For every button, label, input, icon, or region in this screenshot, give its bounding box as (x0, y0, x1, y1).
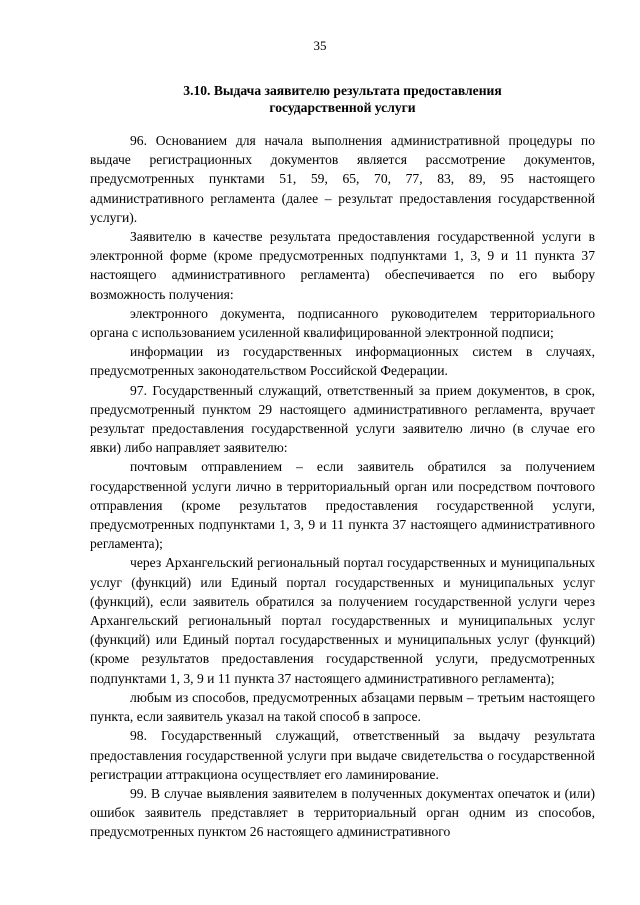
paragraph: почтовым отправлением – если заявитель обратился за получением государственной услуги лично в территориальный орган или посредством почтового отправления (кроме результатов предоставления государственной услуги, предусмотренных подпунктами 1, 3, 9 и 11 пункта 37 настоящего административного регламента); (90, 459, 595, 552)
paragraph: электронного документа, подписанного руководителем территориального органа с использованием усиленной квалифицированной электронной подписи; (90, 305, 595, 341)
paragraph: через Архангельский региональный портал государственных и муниципальных услуг (функций) или Единый портал государственных и муниципальных услуг (функций), если заявитель обратился за получением государственной услуги через Архангельский региональный портал государственных и муниципальных услуг (функций) или Единый портал государственных и муниципальных услуг (функций) (кроме результатов предоставления государственной услуги, предусмотренных подпунктами 1, 3, 9 и 11 пункта 37 настоящего административного регламента); (90, 555, 595, 686)
paragraph: любым из способов, предусмотренных абзацами первым – третьим настоящего пункта, если заявитель указал на такой способ в запросе. (90, 689, 595, 725)
section-heading-line: государственной услуги (269, 100, 416, 115)
paragraph-98: 98. Государственный служащий, ответственный за выдачу результата предоставления государственной услуги при выдаче свидетельства о государственной регистрации аттракциона осуществляет его ламинирование. (90, 728, 595, 782)
section-heading (90, 82, 595, 116)
paragraph: информации из государственных информационных систем в случаях, предусмотренных законодательством Российской Федерации. (90, 344, 595, 379)
paragraph-96: 96. Основанием для начала выполнения административной процедуры по выдаче регистрационных документов является рассмотрение документов, предусмотренных пунктами 51, 59, 65, 70, 77, 83, 89, 95 настоящего административного регламента (далее – результат предоставления государственной услуги). (90, 133, 595, 225)
section-heading-line: 3.10. Выдача заявителю результата предоставления (183, 83, 502, 98)
document-body (90, 131, 595, 842)
paragraph: Заявителю в качестве результата предоставления государственной услуги в электронной форме (кроме предусмотренных подпунктами 1, 3, 9 и 11 пункта 37 настоящего административного регламента) обеспечивается по его выбору возможность получения: (90, 229, 595, 302)
paragraph-99: 99. В случае выявления заявителем в полученных документах опечаток и (или) ошибок заявитель представляет в территориальный орган одним из способов, предусмотренных пунктом 26 настоящего административного (90, 785, 595, 840)
paragraph-97: 97. Государственный служащий, ответственный за прием документов, в срок, предусмотренный пунктом 29 настоящего административного регламента, вручает результат предоставления государственной услуги заявителю лично (в случае его явки) либо направляет заявителю: (90, 382, 595, 456)
page-number: 35 (313, 38, 327, 53)
